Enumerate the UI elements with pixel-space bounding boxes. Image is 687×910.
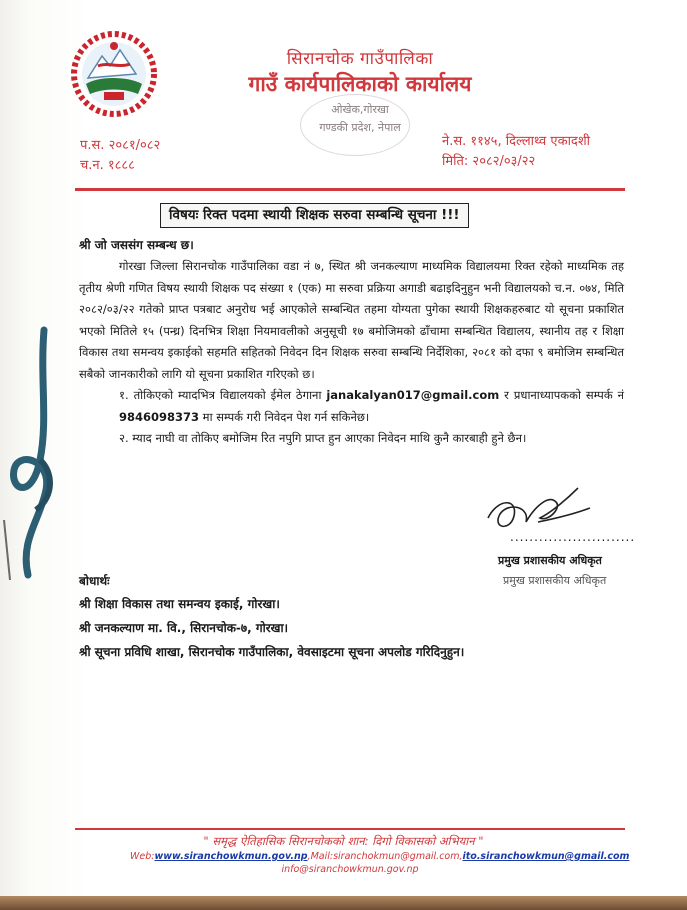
signature-line: .......................... (510, 530, 636, 544)
signatory-title: प्रमुख प्रशासकीय अधिकृत (498, 554, 602, 567)
office-address: ओखेक,गोरखा (331, 103, 389, 116)
municipality-name: सिरानचोक गाउँपालिका (286, 49, 434, 69)
ito-email-link[interactable]: ito.siranchowkmun@gmail.com (462, 851, 630, 862)
subject-line: विषयः रिक्त पदमा स्थायी शिक्षक सरुवा सम्बन्धि सूचना !!! (160, 203, 469, 228)
cc-item: श्री सूचना प्रविधि शाखा, सिरानचोक गाउँपालिका, वेवसाइटमा सूचना अपलोड गरिदिनुहुन। (79, 645, 465, 659)
office-name: गाउँ कार्यपालिकाको कार्यालय (248, 72, 472, 96)
date-block (442, 132, 590, 172)
cc-heading: बोधार्थः (79, 574, 110, 588)
notice-body (79, 256, 624, 450)
reference-block (80, 136, 160, 176)
footer-slogan: " समृद्ध ऐतिहासिक सिरानचोकको शान: दिगो विकासको अभियान " (203, 834, 484, 848)
point1-mid-text: र प्रधानाध्यापकको सम्पर्क नं (499, 388, 624, 402)
info-email: info@siranchowkmun.gov.np (281, 864, 419, 875)
notice-paragraph: गोरखा जिल्ला सिरानचोक गाउँपालिका वडा नं ७, स्थित श्री जनकल्याण माध्यमिक विद्यालयमा रिक्त रहेको माध्यमिक तह तृतीय श्रेणी गणित विषय स्थायी शिक्षक पद संख्या १ (एक) मा सरुवा प्रक्रिया अगाडी बढाइदिनुहुन भनी विद्यालयको च.न. ०७४, मिति २०८२/०३/२२ गतेको प्राप्त पत्रबाट अनुरोध भई आएकोले सम्बन्धित तहमा योग्यता पुगेका स्थायी शिक्षकहरुबाट यो सूचना प्रकाशित भएको मितिले १५ (पन्ध्र) दिनभित्र शिक्षा नियमावलीको अनुसूची १७ बमोजिमको ढाँचामा सम्बन्धित विद्यालय, स्थानीय तह र शिक्षा विकास तथा समन्वय इकाईको सहमति सहितको निवेदन दिन शिक्षक सरुवा सम्बन्धि निर्देशिका, २०८१ को दफा ९ बमोजिम सम्बन्धित सबैको जानकारीको लागि यो सूचना प्रकाशित गरिएको छ। (79, 259, 624, 381)
fiscal-year-ref: प.स. २०८१/०८२ (80, 138, 161, 153)
dispatch-number: च.न. १८८८ (80, 158, 135, 173)
signatory-stamp: प्रमुख प्रशासकीय अधिकृत (503, 574, 607, 587)
point1-end-text: मा सम्पर्क गरी निवेदन पेश गर्न सकिनेछ। (199, 409, 370, 424)
nepal-emblem-icon (68, 28, 160, 120)
office-province: गण्डकी प्रदेश, नेपाल (319, 121, 401, 134)
headteacher-phone: 9846098373 (119, 409, 200, 424)
nepal-sambat-date: ने.स. ११४५, दिल्लाथ्व एकादशी (442, 134, 591, 149)
footer-divider (75, 828, 625, 830)
mail-label: ,Mail: (307, 851, 334, 862)
school-email: janakalyan017@gmail.com (326, 388, 500, 402)
cc-item: श्री जनकल्याण मा. वि., सिरानचोक-७, गोरखा। (79, 621, 289, 635)
header-divider (75, 188, 625, 191)
binding-string-icon (0, 320, 70, 580)
cc-list (79, 592, 464, 664)
website-link[interactable]: www.siranchowkmun.gov.np (154, 851, 308, 862)
signature-icon (478, 478, 598, 538)
point1-text: १. तोकिएको म्यादभित्र विद्यालयको ईमेल ठेगाना (119, 388, 327, 402)
footer-contact (130, 850, 630, 876)
issue-date: मिति: २०८२/०३/२२ (442, 154, 536, 169)
salutation: श्री जो जससंग सम्बन्ध छ। (79, 238, 194, 252)
web-label: Web: (130, 851, 155, 862)
table-edge (0, 896, 687, 910)
mail-address: siranchokmun@gmail.com, (333, 851, 463, 862)
instruction-point-2: २. म्याद नाघी वा तोकिए बमोजिम रित नपुगि प्राप्त हुन आएका निवेदन माथि कुनै कारबाही हुने छैन। (119, 431, 527, 445)
cc-item: श्री शिक्षा विकास तथा समन्वय इकाई, गोरखा। (79, 597, 280, 611)
instruction-point-1 (79, 385, 624, 428)
